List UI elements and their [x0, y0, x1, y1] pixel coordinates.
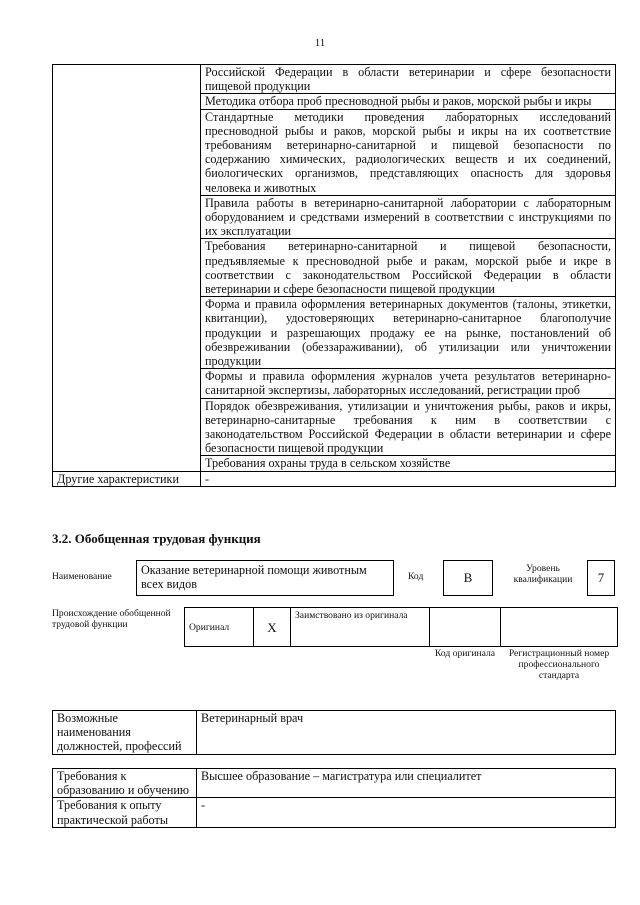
original-mark: X	[254, 608, 291, 647]
code-original-caption: Код оригинала	[434, 648, 496, 659]
code-box	[443, 560, 493, 596]
section-title: 3.2. Обобщенная трудовая функция	[52, 531, 261, 546]
function-name-box	[136, 560, 394, 596]
knowledge-item: Форма и правила оформления ветеринарных документов (талоны, этикетки, квитанции), удостоверяющих ветеринарно-санитарное благополучие продукции и разрешающих продажу ее на рынке, постановлений об обезвреживании (обеззараживании), об утилизации или уничтожении продукции	[201, 297, 616, 369]
education-value: Высшее образование – магистратура или специалитет	[197, 769, 616, 798]
knowledge-table	[52, 64, 616, 487]
knowledge-item: Правила работы в ветеринарно-санитарной лаборатории с лабораторным оборудованием и средствами измерений в соответствии с инструкциями по их эксплуатации	[201, 195, 616, 239]
empty-label-cell	[53, 65, 201, 472]
knowledge-item: Методика отбора проб пресноводной рыбы и раков, морской рыбы и икры	[201, 94, 616, 109]
knowledge-item: Российской Федерации в области ветеринарии и сфере безопасности пищевой продукции	[201, 65, 616, 94]
origin-table	[184, 607, 618, 647]
knowledge-item: Стандартные методики проведения лабораторных исследований пресноводной рыбы и раков, морской рыбы и икры на их соответствие требованиям ветеринарно-санитарной и пищевой безопасности по содержанию химических, радиологических веществ и их соединений, биологических организмов, представляющих опасность для здоровья человека и животных	[201, 109, 616, 195]
borrowed-label: Заимствовано из оригинала	[291, 608, 430, 647]
positions-value: Ветеринарный врач	[197, 711, 616, 755]
origin-label: Происхождение обобщенной трудовой функции	[52, 608, 171, 630]
level-box	[587, 560, 615, 596]
original-label: Оригинал	[185, 608, 254, 647]
level-label: Уровень квалификации	[513, 563, 573, 585]
name-label: Наименование	[52, 571, 112, 582]
level-value: 7	[597, 570, 605, 585]
code-original-cell	[430, 608, 501, 647]
table-row	[185, 608, 618, 647]
code-value: B	[463, 570, 473, 585]
table-row	[53, 471, 616, 486]
knowledge-item: Формы и правила оформления журналов учета результатов ветеринарно-санитарной экспертизы, лабораторных исследований, регистрации проб	[201, 369, 616, 398]
education-label: Требования к образованию и обучению	[53, 769, 197, 798]
positions-label: Возможные наименования должностей, профессий	[53, 711, 197, 755]
table-row	[53, 769, 616, 798]
knowledge-item: Порядок обезвреживания, утилизации и уничтожения рыбы, раков и икры, ветеринарно-санитарные требования к ним в соответствии с законодательством Российской Федерации в области ветеринарии и сфере безопасности пищевой продукции	[201, 398, 616, 456]
function-name: Оказание ветеринарной помощи животным всех видов	[141, 563, 367, 591]
other-characteristics-label: Другие характеристики	[53, 471, 201, 486]
requirements-table	[52, 768, 616, 828]
reg-number-caption: Регистрационный номер профессионального стандарта	[508, 648, 610, 681]
knowledge-item: Требования ветеринарно-санитарной и пищевой безопасности, предъявляемые к пресноводной рыбе и ракам, морской рыбе и икре в соответствии с законодательством Российской Федерации в области ветеринарии и сфере безопасности пищевой продукции	[201, 239, 616, 297]
table-row	[53, 798, 616, 827]
reg-number-cell	[501, 608, 618, 647]
other-characteristics-value: -	[201, 471, 616, 486]
experience-label: Требования к опыту практической работы	[53, 798, 197, 827]
code-label: Код	[408, 571, 424, 582]
knowledge-item: Требования охраны труда в сельском хозяйстве	[201, 456, 616, 471]
table-row	[53, 711, 616, 755]
experience-value: -	[197, 798, 616, 827]
positions-table	[52, 710, 616, 755]
table-row	[53, 65, 616, 94]
page-number: 11	[314, 37, 326, 49]
